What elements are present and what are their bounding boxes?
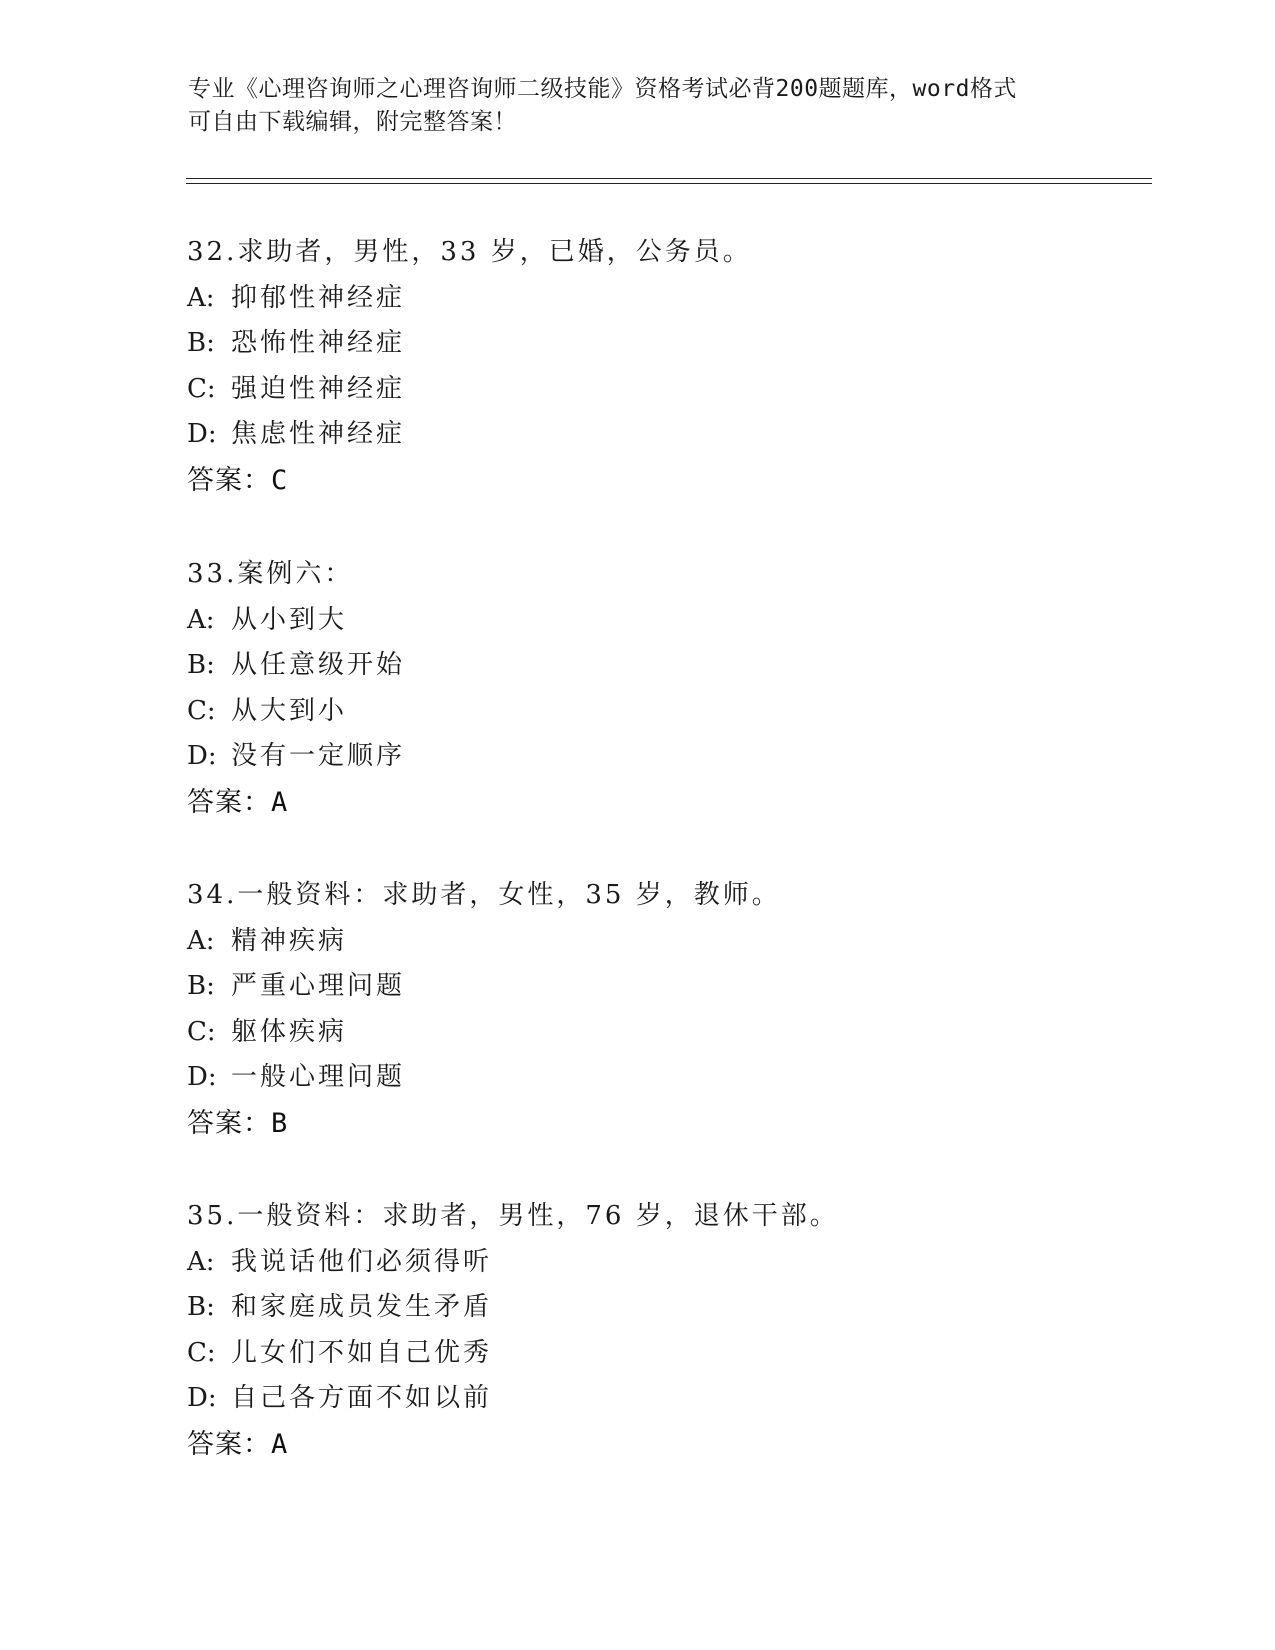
option-letter: A: [187,282,215,313]
option-text: 恐怖性神经症 [231,328,406,358]
option-text: 从大到小 [231,695,348,726]
option-text: 焦虑性神经症 [231,419,406,449]
option-text: 躯体疾病 [231,1016,348,1047]
option-text: 从任意级开始 [231,650,406,680]
option-b [187,321,1137,367]
option-d [187,734,1137,780]
option-text: 一般心理问题 [231,1062,406,1092]
header-title-line-2: 可自由下载编辑，附完整答案！ [188,109,517,135]
option-b [187,643,1137,689]
option-letter: C: [187,695,216,726]
option-letter: C: [187,1016,216,1047]
option-b [187,1285,1137,1331]
option-text: 强迫性神经症 [231,373,406,404]
answer-label: 答案：A [187,786,289,818]
option-a [187,919,1137,965]
option-c [187,1010,1137,1056]
option-letter: C: [187,1337,216,1368]
option-letter: A: [187,925,215,956]
option-c [187,1331,1137,1377]
question-33 [187,552,1137,825]
option-letter: D: [187,419,217,449]
option-letter: B: [187,650,215,680]
option-letter: C: [187,373,216,404]
question-stem: 33.案例六： [187,559,354,589]
header-divider-top [186,178,1152,179]
option-letter: A: [187,604,215,635]
option-d [187,1376,1137,1422]
option-b [187,964,1137,1010]
option-text: 和家庭成员发生矛盾 [231,1292,493,1322]
option-text: 自己各方面不如以前 [231,1383,493,1413]
question-34 [187,873,1137,1146]
option-d [187,412,1137,458]
header-divider-bottom [186,183,1152,184]
option-text: 没有一定顺序 [231,741,406,771]
question-stem: 32.求助者，男性，33 岁，已婚，公务员。 [187,237,752,267]
answer-label: 答案：B [187,1107,289,1139]
option-c [187,689,1137,735]
answer-label: 答案：C [187,464,289,496]
option-text: 从小到大 [231,604,348,635]
option-d [187,1055,1137,1101]
question-stem: 34.一般资料：求助者，女性，35 岁，教师。 [187,880,781,910]
option-letter: B: [187,328,215,358]
option-letter: D: [187,1062,217,1092]
option-a [187,276,1137,322]
option-letter: D: [187,741,217,771]
option-text: 抑郁性神经症 [231,282,406,313]
question-stem: 35.一般资料：求助者，男性，76 岁，退休干部。 [187,1201,839,1231]
option-letter: A: [187,1246,215,1277]
option-text: 儿女们不如自己优秀 [231,1337,493,1368]
option-text: 严重心理问题 [231,971,406,1001]
option-letter: B: [187,971,215,1001]
document-header [188,73,1088,139]
option-text: 精神疾病 [231,925,348,956]
question-35 [187,1194,1137,1467]
option-letter: B: [187,1292,215,1322]
option-c [187,367,1137,413]
option-text: 我说话他们必须得听 [231,1246,493,1277]
question-32 [187,230,1137,503]
header-title-line-1: 专业《心理咨询师之心理咨询师二级技能》资格考试必背200题题库，word格式 [188,76,1017,102]
answer-label: 答案：A [187,1428,289,1460]
option-letter: D: [187,1383,217,1413]
option-a [187,1240,1137,1286]
option-a [187,598,1137,644]
